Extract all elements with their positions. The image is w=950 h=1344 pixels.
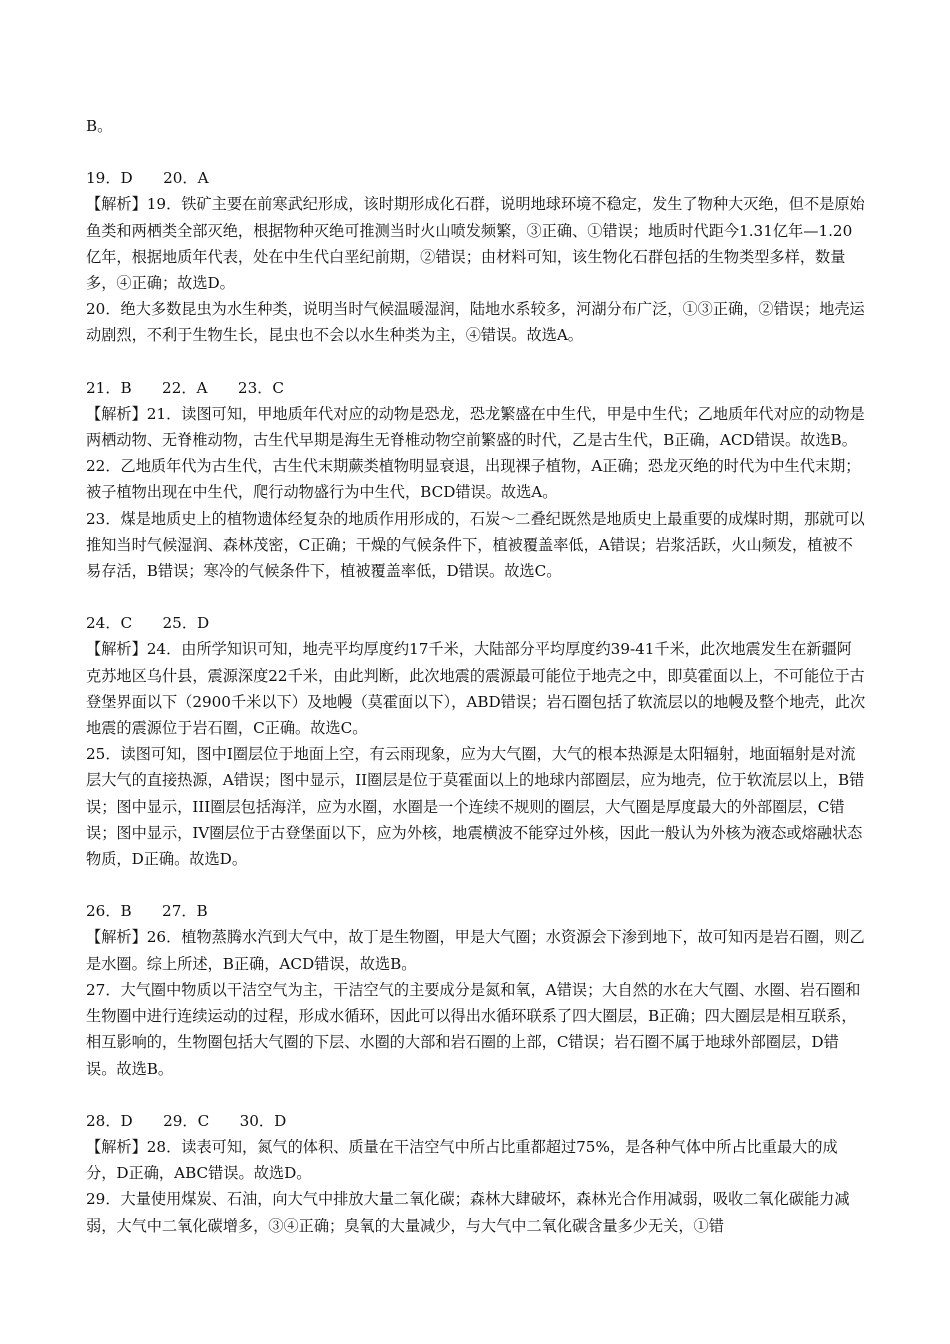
answer-key-line: 24．C 25．D bbox=[86, 614, 210, 633]
analysis-paragraph: 23．煤是地质史上的植物遗体经复杂的地质作用形成的，石炭～二叠纪既然是地质史上最重要的成煤时期，那就可以推知当时气候湿润、森林茂密，C正确；干燥的气候条件下，植被覆盖率低，A错误；岩浆活跃，火山频发，植被不易存活，B错误；寒冷的气候条件下，植被覆盖率低，D错误。故选C。 bbox=[86, 509, 865, 581]
answer-analysis-content bbox=[86, 113, 866, 1239]
analysis-paragraph: 【解析】19．铁矿主要在前寒武纪形成，该时期形成化石群，说明地球环境不稳定，发生了物种大灭绝，但不是原始鱼类和两栖类全部灭绝，根据物种灭绝可推测当时火山喷发频繁，③正确、①错误；地质时代距今1.31亿年—1.20亿年，根据地质年代表，处在中生代白垩纪前期，②错误；由材料可知，该生物化石群包括的生物类型多样，数量多，④正确；故选D。 bbox=[86, 195, 865, 293]
continued-text-line: B。 bbox=[86, 117, 113, 135]
answer-key-line: 28．D 29．C 30．D bbox=[86, 1111, 287, 1130]
analysis-paragraph: 22．乙地质年代为古生代，古生代末期蕨类植物明显衰退，出现裸子植物，A正确；恐龙灭绝的时代为中生代末期；被子植物出现在中生代，爬行动物盛行为中生代，BCD错误。故选A。 bbox=[86, 457, 861, 502]
analysis-paragraph: 25．读图可知，图中Ⅰ圈层位于地面上空，有云雨现象，应为大气圈，大气的根本热源是太阳辐射，地面辐射是对流层大气的直接热源，A错误；图中显示，II圈层是位于莫霍面以上的地球内部圈层，应为地壳，位于软流层以上，B错误；图中显示，III圈层包括海洋，应为水圈，水圈是一个连续不规则的圈层，大气圈是厚度最大的外部圈层，C错误；图中显示，IV圈层位于古登堡面以下，应为外核，地震横波不能穿过外核，因此一般认为外核为液态或熔融状态物质，D正确。故选D。 bbox=[86, 745, 865, 869]
question-block-28-30 bbox=[86, 1108, 866, 1239]
analysis-paragraph: 【解析】26．植物蒸腾水汽到大气中，故丁是生物圈，甲是大气圈；水资源会下渗到地下，故可知丙是岩石圈，则乙是水圈。综上所述，B正确，ACD错误，故选B。 bbox=[86, 928, 865, 973]
analysis-paragraph: 【解析】24．由所学知识可知，地壳平均厚度约17千米，大陆部分平均厚度约39-41千米，此次地震发生在新疆阿克苏地区乌什县，震源深度22千米，由此判断，此次地震的震源最可能位于地壳之中，即莫霍面以上，不可能位于古登堡界面以下（2900千米以下）及地幔（莫霍面以下），ABD错误；岩石圈包括了软流层以的地幔及整个地壳，此次地震的震源位于岩石圈，C正确。故选C。 bbox=[86, 640, 866, 738]
question-block-19-20 bbox=[86, 165, 866, 348]
analysis-paragraph: 【解析】21．读图可知，甲地质年代对应的动物是恐龙，恐龙繁盛在中生代，甲是中生代；乙地质年代对应的动物是两栖动物、无脊椎动物，古生代早期是海生无脊椎动物空前繁盛的时代，乙是古生代，B正确，ACD错误。故选B。 bbox=[86, 404, 865, 450]
question-block-21-23 bbox=[86, 375, 866, 585]
analysis-paragraph: 20．绝大多数昆虫为水生种类，说明当时气候温暖湿润，陆地水系较多，河湖分布广泛，①③正确，②错误；地壳运动剧烈，不利于生物生长，昆虫也不会以水生种类为主，④错误。故选A。 bbox=[86, 300, 865, 345]
analysis-paragraph: 【解析】28．读表可知，氮气的体积、质量在干洁空气中所占比重都超过75%，是各种气体中所占比重最大的成分，D正确，ABC错误。故选D。 bbox=[86, 1137, 838, 1183]
answer-key-line: 21．B 22．A 23．C bbox=[86, 378, 285, 397]
question-block-24-25 bbox=[86, 610, 866, 872]
analysis-paragraph: 27．大气圈中物质以干洁空气为主，干洁空气的主要成分是氮和氧，A错误；大自然的水在大气圈、水圈、岩石圈和生物圈中进行连续运动的过程，形成水循环，因此可以得出水循环联系了四大圈层，B正确；四大圈层是相互联系，相互影响的，生物圈包括大气圈的下层、水圈的大部和岩石圈的上部，C错误；岩石圈不属于地球外部圈层，D错误。故选B。 bbox=[86, 980, 861, 1078]
analysis-paragraph: 29．大量使用煤炭、石油，向大气中排放大量二氧化碳；森林大肆破坏，森林光合作用减弱，吸收二氧化碳能力减弱，大气中二氧化碳增多，③④正确；臭氧的大量减少，与大气中二氧化碳含量多少无关，①错 bbox=[86, 1190, 850, 1235]
question-block-26-27 bbox=[86, 898, 866, 1081]
answer-key-line: 19．D 20．A bbox=[86, 169, 209, 188]
answer-key-line: 26．B 27．B bbox=[86, 902, 208, 921]
